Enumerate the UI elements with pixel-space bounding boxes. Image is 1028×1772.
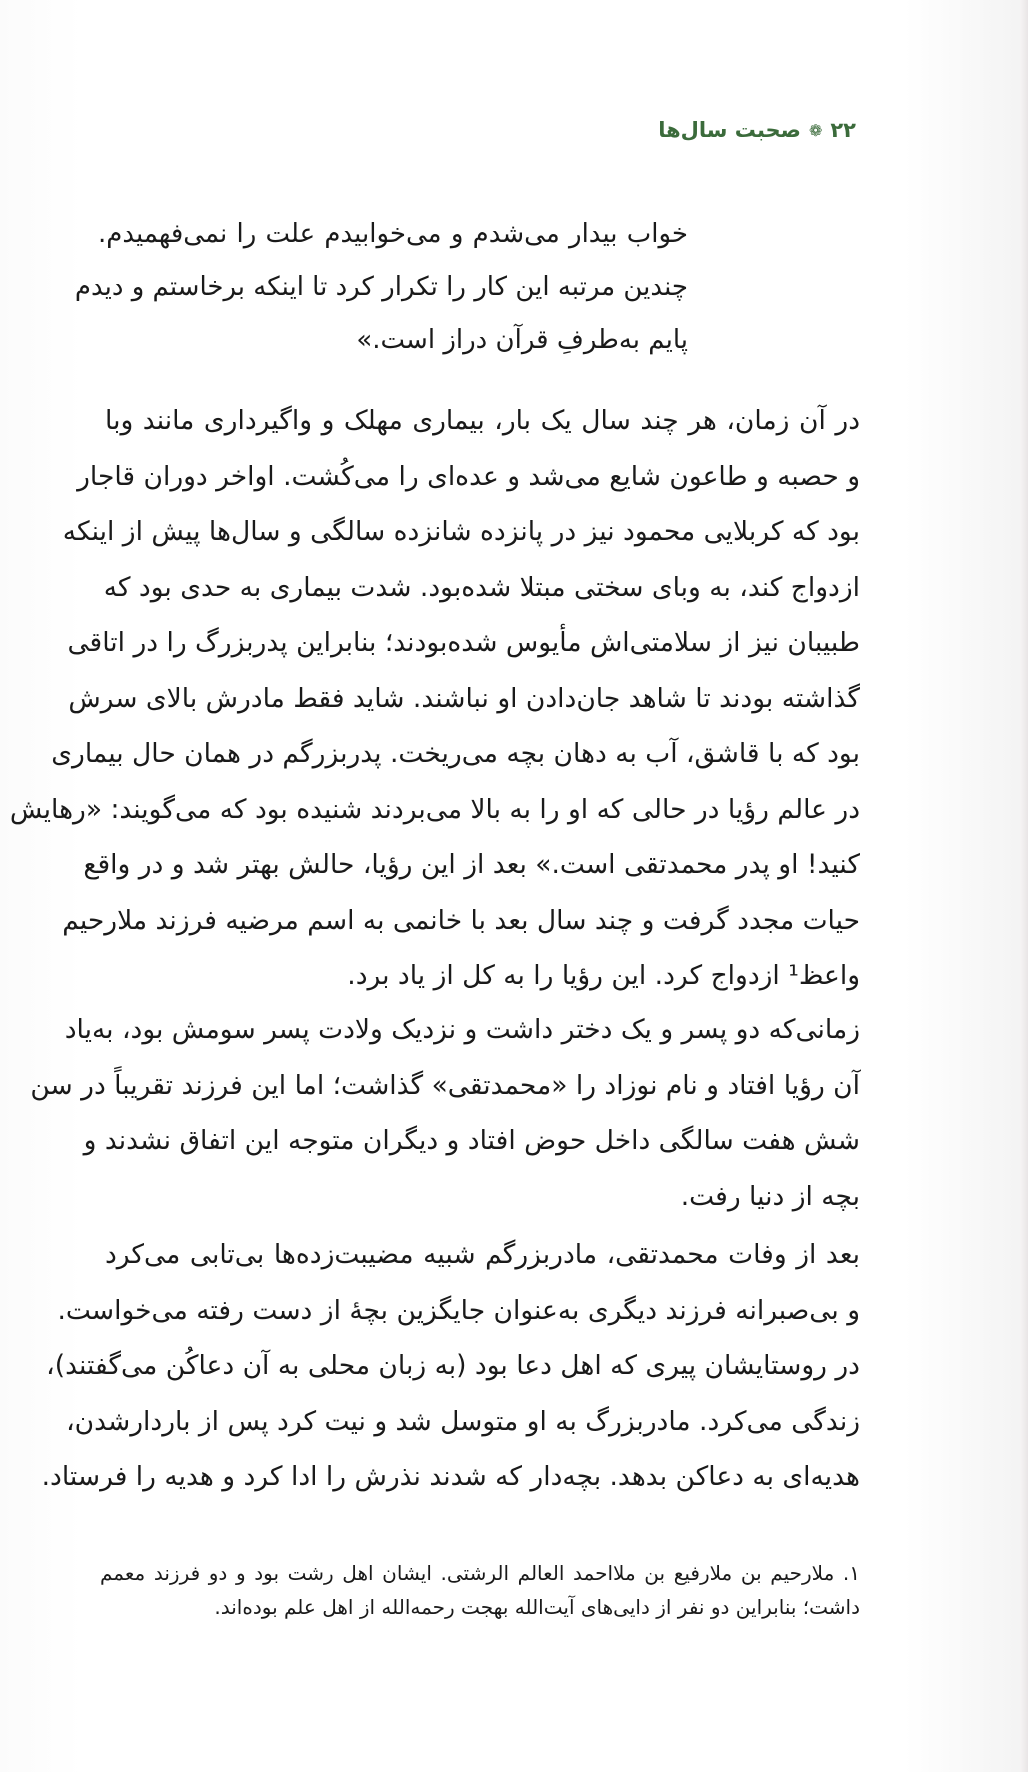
text-line: بود که کربلایی محمود نیز در پانزده شانزده سالگی و سال‌ها پیش از اینکه bbox=[62, 516, 860, 547]
text-line: بود که با قاشق، آب به دهان بچه می‌ریخت. پدربزرگم در همان حال بیماری bbox=[51, 738, 860, 769]
text-line: شش هفت سالگی داخل حوض افتاد و دیگران متوجه این اتفاق نشدند و bbox=[83, 1125, 860, 1156]
text-line: در روستایشان پیری که اهل دعا بود (به زبان محلی به آن دعاکُن می‌گفتند)، bbox=[46, 1350, 860, 1381]
text-line: زندگی می‌کرد. مادربزرگ به او متوسل شد و نیت کرد پس از باردارشدن، bbox=[66, 1405, 860, 1437]
text-line: و بی‌صبرانه فرزند دیگری به‌عنوان جایگزین بچهٔ از دست رفته می‌خواست. bbox=[57, 1294, 860, 1326]
footnote-line: داشت؛ بنابراین دو نفر از دایی‌های آیت‌الله بهجت رحمه‌الله از اهل علم بوده‌اند. bbox=[214, 1595, 860, 1619]
text-line: هدیه‌ای به دعاکن بدهد. بچه‌دار که شدند نذرش را ادا کرد و هدیه را فرستاد. bbox=[41, 1461, 860, 1492]
paragraph-2 bbox=[30, 1002, 860, 1224]
text-line: پایم به‌طرفِ قرآن دراز است.» bbox=[356, 325, 688, 355]
text-line: گذاشته بودند تا شاهد جان‌دادن او نباشند. شاید فقط مادرش بالای سرش bbox=[68, 682, 860, 714]
text-line: چندین مرتبه این کار را تکرار کرد تا اینکه برخاستم و دیدم bbox=[74, 272, 688, 302]
text-line: زمانی‌که دو پسر و یک دختر داشت و نزدیک ولادت پسر سومش بود، به‌یاد bbox=[64, 1014, 860, 1045]
text-line: ازدواج کند، به وبای سختی مبتلا شده‌بود. شدت بیماری به حدی بود که bbox=[103, 571, 860, 603]
paragraph-3 bbox=[41, 1227, 860, 1505]
book-title: صحبت سال‌ها bbox=[658, 118, 801, 142]
page-edge bbox=[1020, 0, 1028, 1772]
text-line: خواب بیدار می‌شدم و می‌خوابیدم علت را نمی‌فهمیدم. bbox=[98, 219, 688, 249]
text-line: طبیبان نیز از سلامتی‌اش مأیوس شده‌بودند؛ بنابراین پدربزرگ را در اتاقی bbox=[67, 627, 860, 658]
footnote-block bbox=[100, 1556, 860, 1624]
text-line: آن رؤیا افتاد و نام نوزاد را «محمدتقی» گذاشت؛ اما این فرزند تقریباً در سن bbox=[30, 1069, 860, 1101]
text-line: و حصبه و طاعون شایع می‌شد و عده‌ای را می‌کُشت. اواخر دوران قاجار bbox=[77, 460, 860, 492]
running-header bbox=[658, 118, 856, 142]
paragraph-1 bbox=[9, 393, 860, 1004]
page-number: ۲۲ bbox=[830, 118, 856, 142]
text-line: در عالم رؤیا در حالی که او را به بالا می‌بردند شنیده بود که می‌گویند: «رهایش bbox=[9, 793, 860, 825]
text-line: واعظ¹ ازدواج کرد. این رؤیا را به کل از یاد برد. bbox=[347, 960, 860, 991]
text-line: حیات مجدد گرفت و چند سال بعد با خانمی به اسم مرضیه فرزند ملارحیم bbox=[62, 904, 860, 936]
footnote-line: ۱. ملارحیم بن ملارفیع بن ملااحمد العالم الرشتی. ایشان اهل رشت بود و دو فرزند معمم bbox=[100, 1561, 860, 1585]
flower-ornament-icon: ❁ bbox=[808, 120, 823, 140]
quote-block bbox=[74, 208, 688, 367]
text-line: بعد از وفات محمدتقی، مادربزرگم شبیه مضیبت‌زده‌ها بی‌تابی می‌کرد bbox=[105, 1239, 860, 1270]
text-line: بچه از دنیا رفت. bbox=[680, 1180, 860, 1212]
text-line: در آن زمان، هر چند سال یک بار، بیماری مهلک و واگیرداری مانند وبا bbox=[105, 405, 860, 436]
text-line: کنید! او پدر محمدتقی است.» بعد از این رؤیا، حالش بهتر شد و در واقع bbox=[83, 849, 860, 880]
